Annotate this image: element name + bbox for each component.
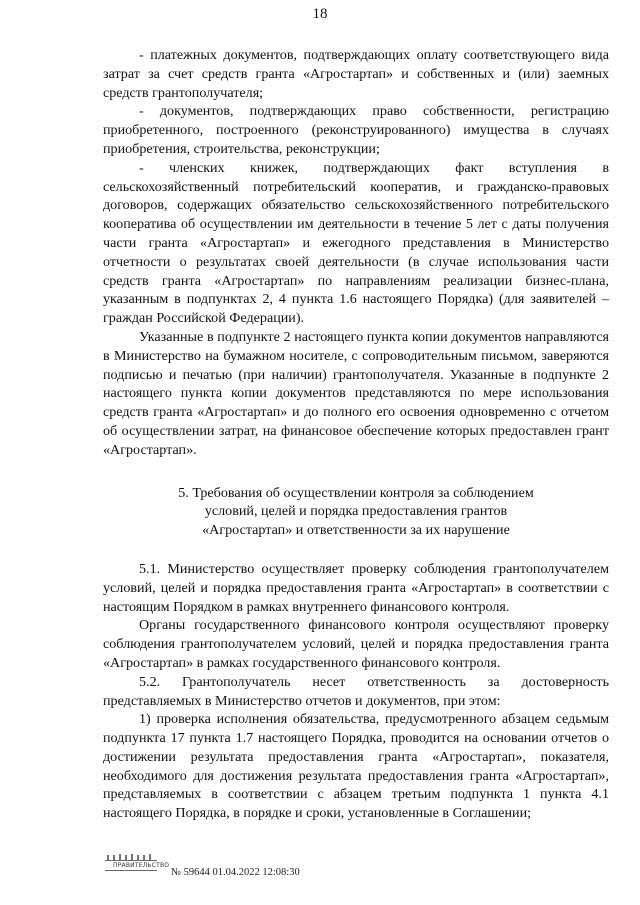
government-stamp-logo: ПРАВИТЕЛЬСТВО bbox=[103, 852, 161, 872]
paragraph-5-1: 5.1. Министерство осуществляет проверку соблюдения грантополучателем условий, целей и порядка предоставления гранта «Агростартап» в соответствии с настоящим Порядком в рамках внутреннего финансового контроля. bbox=[103, 560, 609, 615]
section-heading-line-2: условий, целей и порядка предоставления грантов bbox=[204, 503, 508, 520]
section-heading-line-3: «Агростартап» и ответственности за их нарушение bbox=[202, 522, 510, 539]
paragraph-payment-docs: - платежных документов, подтверждающих оплату соответствующего вида затрат за счет средств гранта «Агростартап» и собственных и (или) заемных средств грантополучателя; bbox=[103, 47, 609, 101]
paragraph-5-2-item-1: 1) проверка исполнения обязательства, предусмотренного абзацем седьмым подпункта 17 пункта 1.7 настоящего Порядка, проводится на основании отчетов о достижении результата предоставления гранта «Агростартап», показателя, необходимого для достижения результата предоставления гранта «Агростартап», представляемых в соответствии с абзацем третьим подпункта 1 пункта 4.1 настоящего Порядка, в порядке и сроки, установленные в Соглашении; bbox=[103, 711, 609, 822]
paragraph-member-books: - членских книжек, подтверждающих факт вступления в сельскохозяйственный потребительский кооператив, и гражданско-правовых договоров, содержащих обязательство сельскохозяйственного потребительского кооператива об осуществлении им деятельности в течение 5 лет с даты получения части гранта «Агростартап» и ежегодного представления в Министерство отчетности о результатах своей деятельности (в случае использования части средств гранта «Агростартап» по направлениям реализации бизнес-плана, указанным в подпунктах 2, 4 пункта 1.6 настоящего Порядка) (для заявителей – граждан Российской Федерации). bbox=[103, 159, 609, 327]
paragraph-copies-submission: Указанные в подпункте 2 настоящего пункта копии документов направляются в Министерство на бумажном носителе, с сопроводительным письмом, заверяются подписью и печатью (при наличии) грантополучателя. Указанные в подпункте 2 настоящего пункта копии документов представляются по мере использования средств гранта «Агростартап» и до полного его освоения одновременно с отчетом об осуществлении затрат, на финансовое обеспечение которых предоставлен грант «Агростартап». bbox=[103, 328, 609, 458]
registration-number: № 59644 01.04.2022 12:08:30 bbox=[171, 867, 300, 878]
paragraph-ownership-docs: - документов, подтверждающих право собственности, регистрацию приобретенного, построенного (реконструированного) имущества в случаях приобретения, строительства, реконструкции; bbox=[103, 103, 609, 157]
page-number: 18 bbox=[312, 6, 328, 22]
paragraph-state-control: Органы государственного финансового контроля осуществляют проверку соблюдения грантополучателем условий, целей и порядка предоставления гранта «Агростартап» в рамках государственного финансового контроля. bbox=[103, 617, 609, 671]
document-body bbox=[103, 46, 609, 823]
section-heading bbox=[103, 484, 609, 540]
section-heading-line-1: 5. Требования об осуществлении контроля за соблюдением bbox=[178, 484, 534, 501]
document-footer bbox=[103, 852, 403, 882]
paragraph-5-2: 5.2. Грантополучатель несет ответственность за достоверность представляемых в Министерство отчетов и документов, при этом: bbox=[103, 673, 609, 709]
